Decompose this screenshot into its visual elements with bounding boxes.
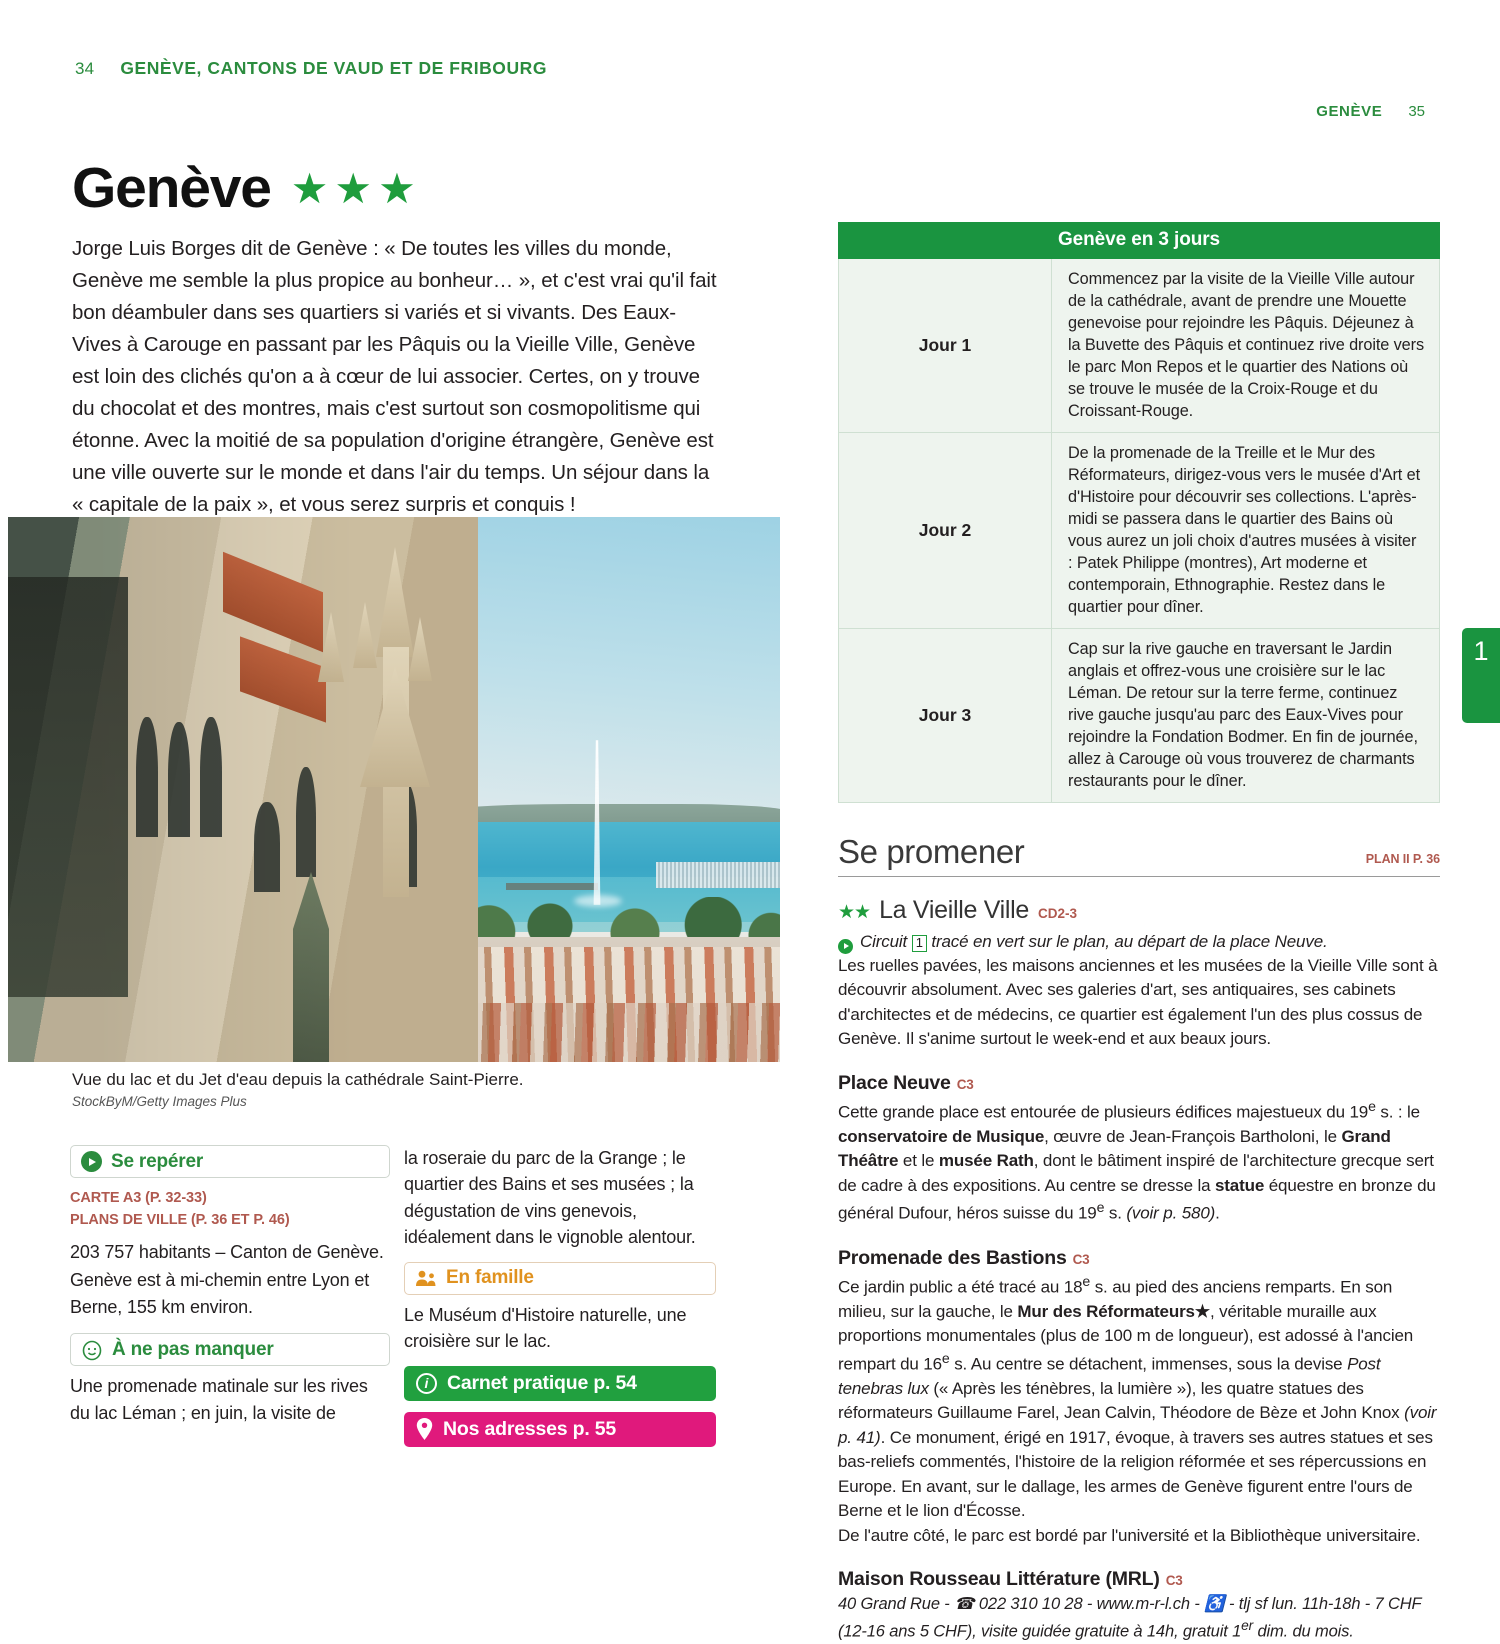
table-row bbox=[839, 432, 1439, 628]
plan-reference: PLAN II P. 36 bbox=[1365, 852, 1440, 866]
a-ne-pas-manquer-label: À ne pas manquer bbox=[112, 1338, 274, 1360]
section-title: Se promener bbox=[838, 833, 1025, 870]
chapter-thumb-tab bbox=[1462, 628, 1500, 723]
poi-heading bbox=[838, 1568, 1440, 1591]
plans-reference: PLANS DE VILLE (P. 36 ET P. 46) bbox=[70, 1212, 290, 1229]
smiley-icon bbox=[81, 1339, 103, 1361]
population-text: 203 757 habitants – Canton de Genève. bbox=[70, 1241, 384, 1262]
poi-place-neuve bbox=[838, 1072, 1440, 1227]
day-description: Cap sur la rive gauche en traversant le Jardin anglais et offrez-vous une croisière sur le lac Léman. De retour sur la terre ferme, continuez rive gauche jusqu'au parc des Eaux-Vives pour rejoindre la Fondation Bodmer. En fin de journée, allez à Carouge où vous trouverez de charmants restaurants pour le dîner. bbox=[1068, 640, 1418, 790]
running-head-right bbox=[1316, 103, 1425, 120]
day-label: Jour 2 bbox=[839, 433, 1052, 628]
star-icon: ★ bbox=[334, 164, 373, 212]
en-famille-text: Le Muséum d'Histoire naturelle, une croisière sur le lac. bbox=[404, 1304, 687, 1352]
rating-stars bbox=[290, 164, 416, 212]
day-label: Jour 1 bbox=[839, 259, 1052, 432]
table-row bbox=[839, 259, 1439, 432]
itinerary-table-body bbox=[838, 259, 1440, 803]
info-icon: i bbox=[416, 1373, 437, 1394]
info-box-column-right bbox=[404, 1145, 716, 1447]
section-header bbox=[838, 833, 1440, 877]
carnet-pratique-button[interactable] bbox=[404, 1366, 716, 1401]
page-title-row bbox=[72, 156, 722, 220]
a-ne-pas-manquer-continuation: la roseraie du parc de la Grange ; le quartier des Bains et ses musées ; la dégustation de vins genevois, idéalement dans le vignoble alentour. bbox=[404, 1148, 696, 1248]
poi-maison-rousseau bbox=[838, 1568, 1440, 1644]
itinerary-table-title: Genève en 3 jours bbox=[838, 222, 1440, 259]
cathedral-photo bbox=[8, 517, 780, 1062]
poi-name: Place Neuve bbox=[838, 1071, 951, 1094]
play-circle-icon bbox=[838, 939, 853, 954]
chapter-number: 1 bbox=[1473, 636, 1489, 666]
running-head-right-title: GENÈVE bbox=[1316, 103, 1383, 120]
day-label: Jour 3 bbox=[839, 629, 1052, 802]
poi-name: Maison Rousseau Littérature (MRL) bbox=[838, 1568, 1160, 1590]
se-promener-section bbox=[838, 833, 1440, 1644]
circuit-suffix: tracé en vert sur le plan, au départ de la place Neuve. bbox=[931, 932, 1328, 951]
map-code: C3 bbox=[956, 1076, 974, 1092]
play-circle-icon bbox=[81, 1151, 102, 1172]
photo-vignette bbox=[8, 517, 780, 1062]
family-icon bbox=[415, 1270, 437, 1287]
carnet-pratique-label: Carnet pratique p. 54 bbox=[447, 1371, 637, 1394]
se-reperer-box[interactable] bbox=[70, 1145, 390, 1178]
carte-reference: CARTE A3 (P. 32-33) bbox=[70, 1190, 207, 1206]
itinerary-table bbox=[838, 222, 1440, 803]
poi-body: Cette grande place est entourée de plusieurs édifices majestueux du 19e s. : le conservatoire de Musique, œuvre de Jean-François Bartholoni, le Grand Théâtre et le musée Rath, dont le bâtiment inspiré de l'architecture grecque sert de cadre à des expositions. Au centre se dresse la statue équestre en bronze du général Dufour, héros suisse du 19e s. (voir p. 580). bbox=[838, 1098, 1436, 1224]
poi-name: La Vieille Ville bbox=[879, 896, 1030, 924]
circuit-text bbox=[860, 932, 1328, 952]
poi-promenade-des-bastions bbox=[838, 1247, 1440, 1548]
page-title: Genève bbox=[72, 156, 271, 220]
vieille-ville-body: Les ruelles pavées, les maisons anciennes et les musées de la Vieille Ville sont à découvrir absolument. Avec ses galeries d'art, ses antiquaires, ses cabinets d'architectes et de médecins, ce quartier est également l'un des plus cossus de Genève. Il s'anime surtout le week-end et aux beaux jours. bbox=[838, 956, 1438, 1049]
poi-heading bbox=[838, 1072, 1440, 1095]
folio-left: 34 bbox=[75, 59, 95, 78]
vieille-ville-heading bbox=[838, 896, 1440, 925]
day-description: Commencez par la visite de la Vieille Ville autour de la cathédrale, avant de prendre une Mouette genevoise pour rejoindre les Pâquis. Déjeunez à la Buvette des Pâquis et continuez rive droite vers le parc Mon Repos et le quartier des Nations où se trouve le musée de la Croix-Rouge et du Croissant-Rouge. bbox=[1068, 270, 1424, 420]
info-box-column-left bbox=[70, 1145, 390, 1426]
nos-adresses-button[interactable] bbox=[404, 1412, 716, 1447]
circuit-number: 1 bbox=[912, 935, 927, 952]
circuit-prefix: Circuit bbox=[860, 932, 908, 951]
map-code: C3 bbox=[1165, 1573, 1183, 1588]
poi-name: Promenade des Bastions bbox=[838, 1246, 1067, 1269]
a-ne-pas-manquer-text: Une promenade matinale sur les rives du lac Léman ; en juin, la visite de bbox=[70, 1376, 368, 1423]
map-pin-icon bbox=[416, 1418, 433, 1440]
practical-info: 40 Grand Rue - ☎ 022 310 10 28 - www.m-r-l.ch - ♿ - tlj sf lun. 11h-18h - 7 CHF (12-16 ans 5 CHF), visite guidée gratuite à 14h, gratuit 1er dim. du mois. bbox=[838, 1595, 1422, 1641]
table-row bbox=[839, 628, 1439, 802]
left-column bbox=[72, 156, 722, 521]
star-icon: ★ bbox=[378, 164, 416, 212]
star-rating: ★★ bbox=[838, 902, 871, 923]
map-code: CD2-3 bbox=[1038, 906, 1078, 921]
se-reperer-label: Se repérer bbox=[111, 1150, 204, 1172]
a-ne-pas-manquer-box[interactable] bbox=[70, 1333, 390, 1366]
star-icon: ★ bbox=[290, 164, 329, 212]
en-famille-label: En famille bbox=[446, 1267, 534, 1289]
location-text: Genève est à mi-chemin entre Lyon et Berne, 155 km environ. bbox=[70, 1270, 370, 1317]
running-head-left bbox=[75, 58, 547, 79]
running-head-left-title: GENÈVE, CANTONS DE VAUD ET DE FRIBOURG bbox=[120, 58, 547, 78]
folio-right: 35 bbox=[1408, 103, 1425, 120]
photo-caption: Vue du lac et du Jet d'eau depuis la cathédrale Saint-Pierre. bbox=[72, 1070, 524, 1089]
poi-heading bbox=[838, 1247, 1440, 1270]
en-famille-box[interactable] bbox=[404, 1262, 716, 1295]
map-code: C3 bbox=[1072, 1251, 1090, 1267]
day-description: De la promenade de la Treille et le Mur des Réformateurs, dirigez-vous vers le musée d'Art et d'Histoire pour découvrir ses collections. L'après-midi se passera dans le quartier des Bains où vous aurez un joli choix d'autres musées à visiter : Patek Philippe (montres), Art moderne et contemporain, Ethnographie. Restez dans le quartier pour dîner. bbox=[1068, 444, 1421, 616]
poi-body: Ce jardin public a été tracé au 18e s. au pied des anciens remparts. En son milieu, sur la gauche, le Mur des Réformateurs★, véritable muraille aux proportions monumentales (plus de 100 m de longueur), est adossé à l'ancien rempart du 16e s. Au centre se détachent, immenses, sous la devise Post tenebras lux (« Après les ténèbres, la lumière »), les quatre statues des réformateurs Guillaume Farel, Jean Calvin, Théodore de Bèze et John Knox (voir p. 41). Ce monument, érigé en 1917, évoque, à travers ses autres statues et ses bas-reliefs commentés, l'histoire de la religion réformée et ses répercussions en Europe. En avant, sur le dallage, les armes de Genève figurent entre l'ours de Berne et le lion d'Écosse. De l'autre côté, le parc est bordé par l'université et la Bibliothèque universitaire. bbox=[838, 1273, 1437, 1545]
nos-adresses-label: Nos adresses p. 55 bbox=[443, 1417, 617, 1440]
intro-paragraph: Jorge Luis Borges dit de Genève : « De toutes les villes du monde, Genève me semble la plus propice au bonheur… », et c'est vrai qu'il fait bon déambuler dans ses quartiers si variés et si vivants. Des Eaux-Vives à Carouge en passant par les Pâquis ou la Vieille Ville, Genève est loin des clichés qu'on a à cœur de lui associer. Certes, on y trouve du chocolat et des montres, mais c'est surtout son cosmopolitisme qui étonne. Avec la moitié de sa population d'origine étrangère, Genève est une ville ouverte sur le monde et dans l'air du temps. Un séjour dans la « capitale de la paix », et vous serez surpris et conquis ! bbox=[72, 237, 717, 516]
circuit-line bbox=[838, 932, 1440, 952]
photo-credit: StockByM/Getty Images Plus bbox=[72, 1094, 247, 1109]
right-column bbox=[838, 222, 1440, 1644]
